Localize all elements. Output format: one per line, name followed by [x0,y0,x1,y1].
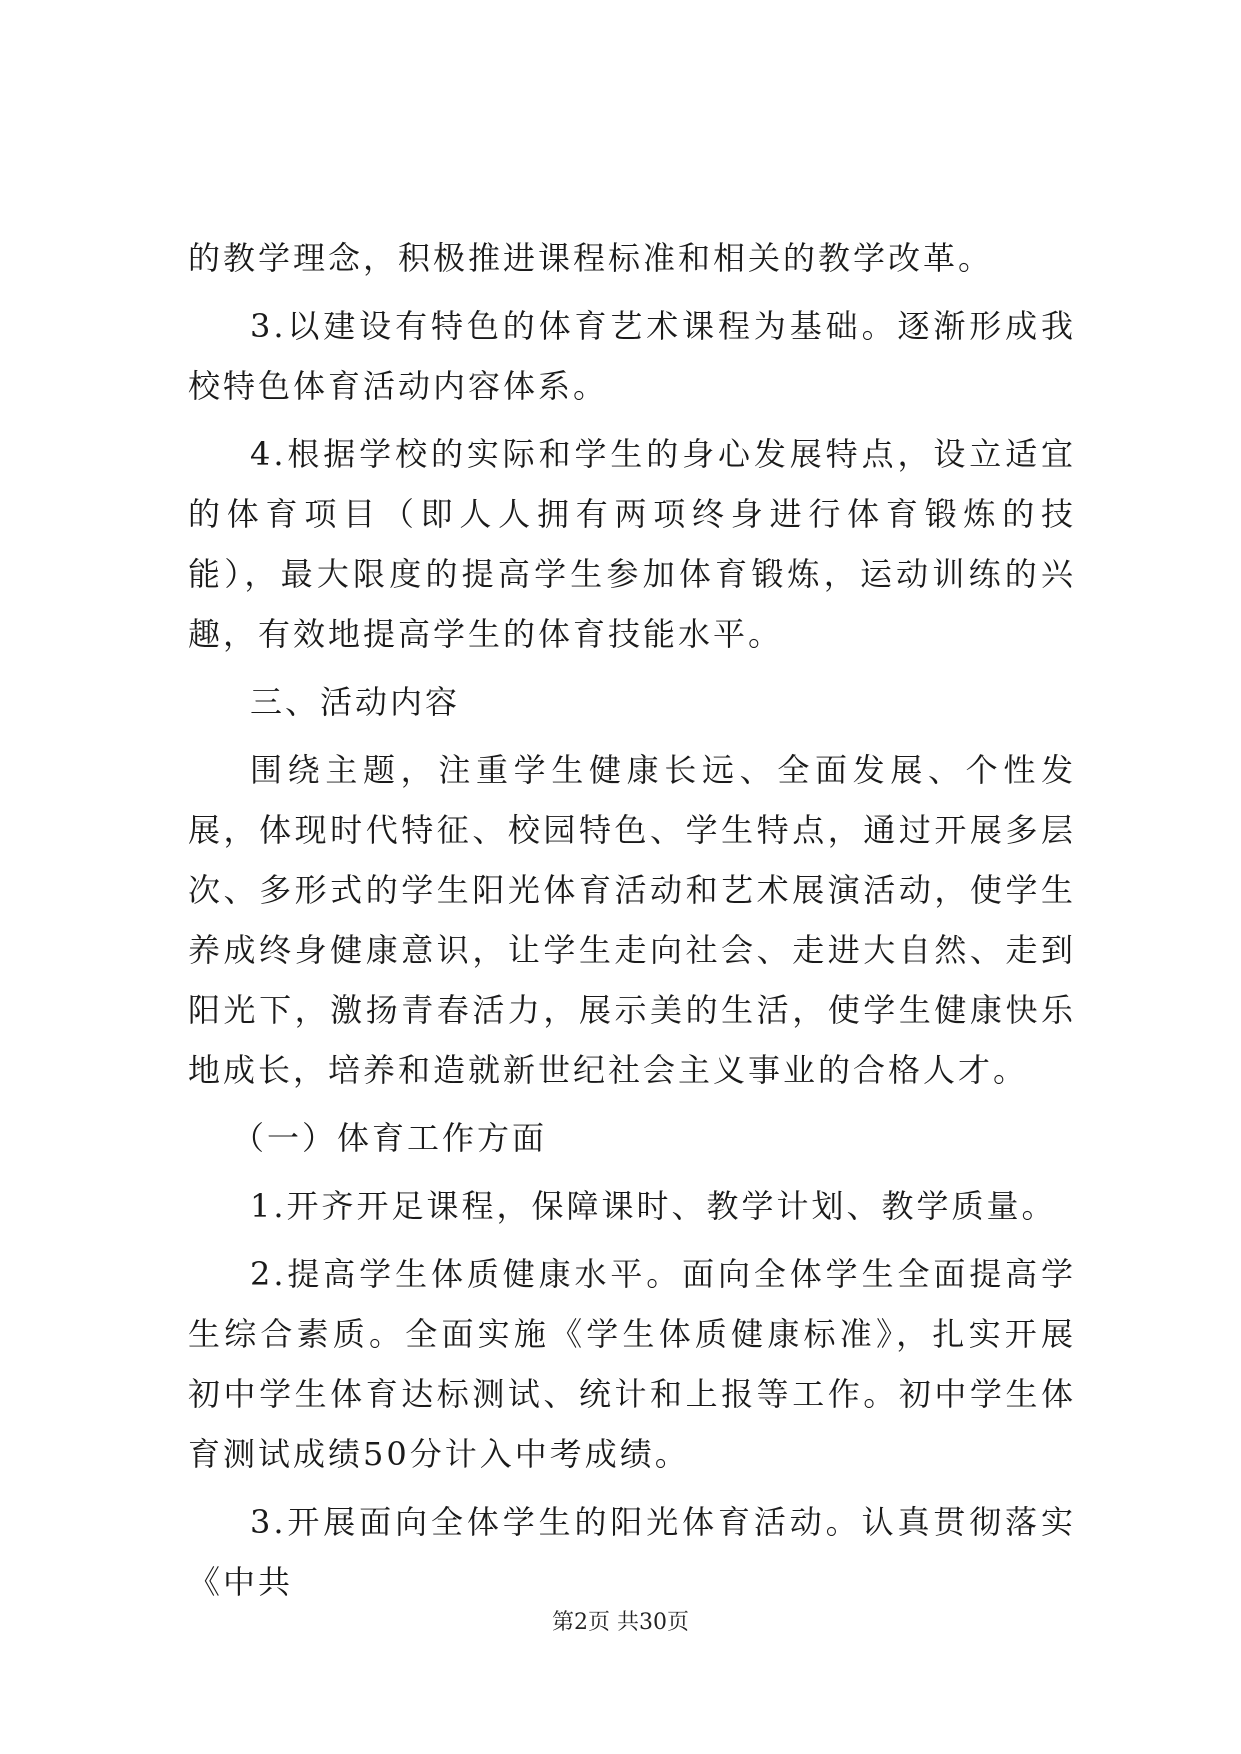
paragraph-7: 3.开展面向全体学生的阳光体育活动。认真贯彻落实《中共 [188,1503,1076,1601]
paragraph-6: 2.提高学生体质健康水平。面向全体学生全面提高学生综合素质。全面实施《学生体质健康标准》，扎实开展初中学生体育达标测试、统计和上报等工作。初中学生体育测试成绩50分计入中考成绩。 [188,1255,1076,1473]
paragraph-1: 的教学理念，积极推进课程标准和相关的教学改革。 [188,239,994,277]
paragraph-3: 4.根据学校的实际和学生的身心发展特点，设立适宜的体育项目（即人人拥有两项终身进行体育锻炼的技能），最大限度的提高学生参加体育锻炼，运动训练的兴趣，有效地提高学生的体育技能水平。 [188,435,1076,653]
page-number-label: 第2页 共30页 [552,1610,689,1635]
page-footer [0,1605,1241,1636]
paragraph-5: 1.开齐开足课程，保障课时、教学计划、教学质量。 [250,1187,1057,1225]
body-text [188,228,1076,1620]
subsection-heading-sports: （一）体育工作方面 [232,1119,548,1157]
section-heading-activity-content: 三、活动内容 [250,683,461,721]
paragraph-2: 3.以建设有特色的体育艺术课程为基础。逐渐形成我校特色体育活动内容体系。 [188,307,1076,405]
paragraph-4: 围绕主题，注重学生健康长远、全面发展、个性发展，体现时代特征、校园特色、学生特点，通过开展多层次、多形式的学生阳光体育活动和艺术展演活动，使学生养成终身健康意识，让学生走向社会、走进大自然、走到阳光下，激扬青春活力，展示美的生活，使学生健康快乐地成长，培养和造就新世纪社会主义事业的合格人才。 [188,751,1076,1089]
